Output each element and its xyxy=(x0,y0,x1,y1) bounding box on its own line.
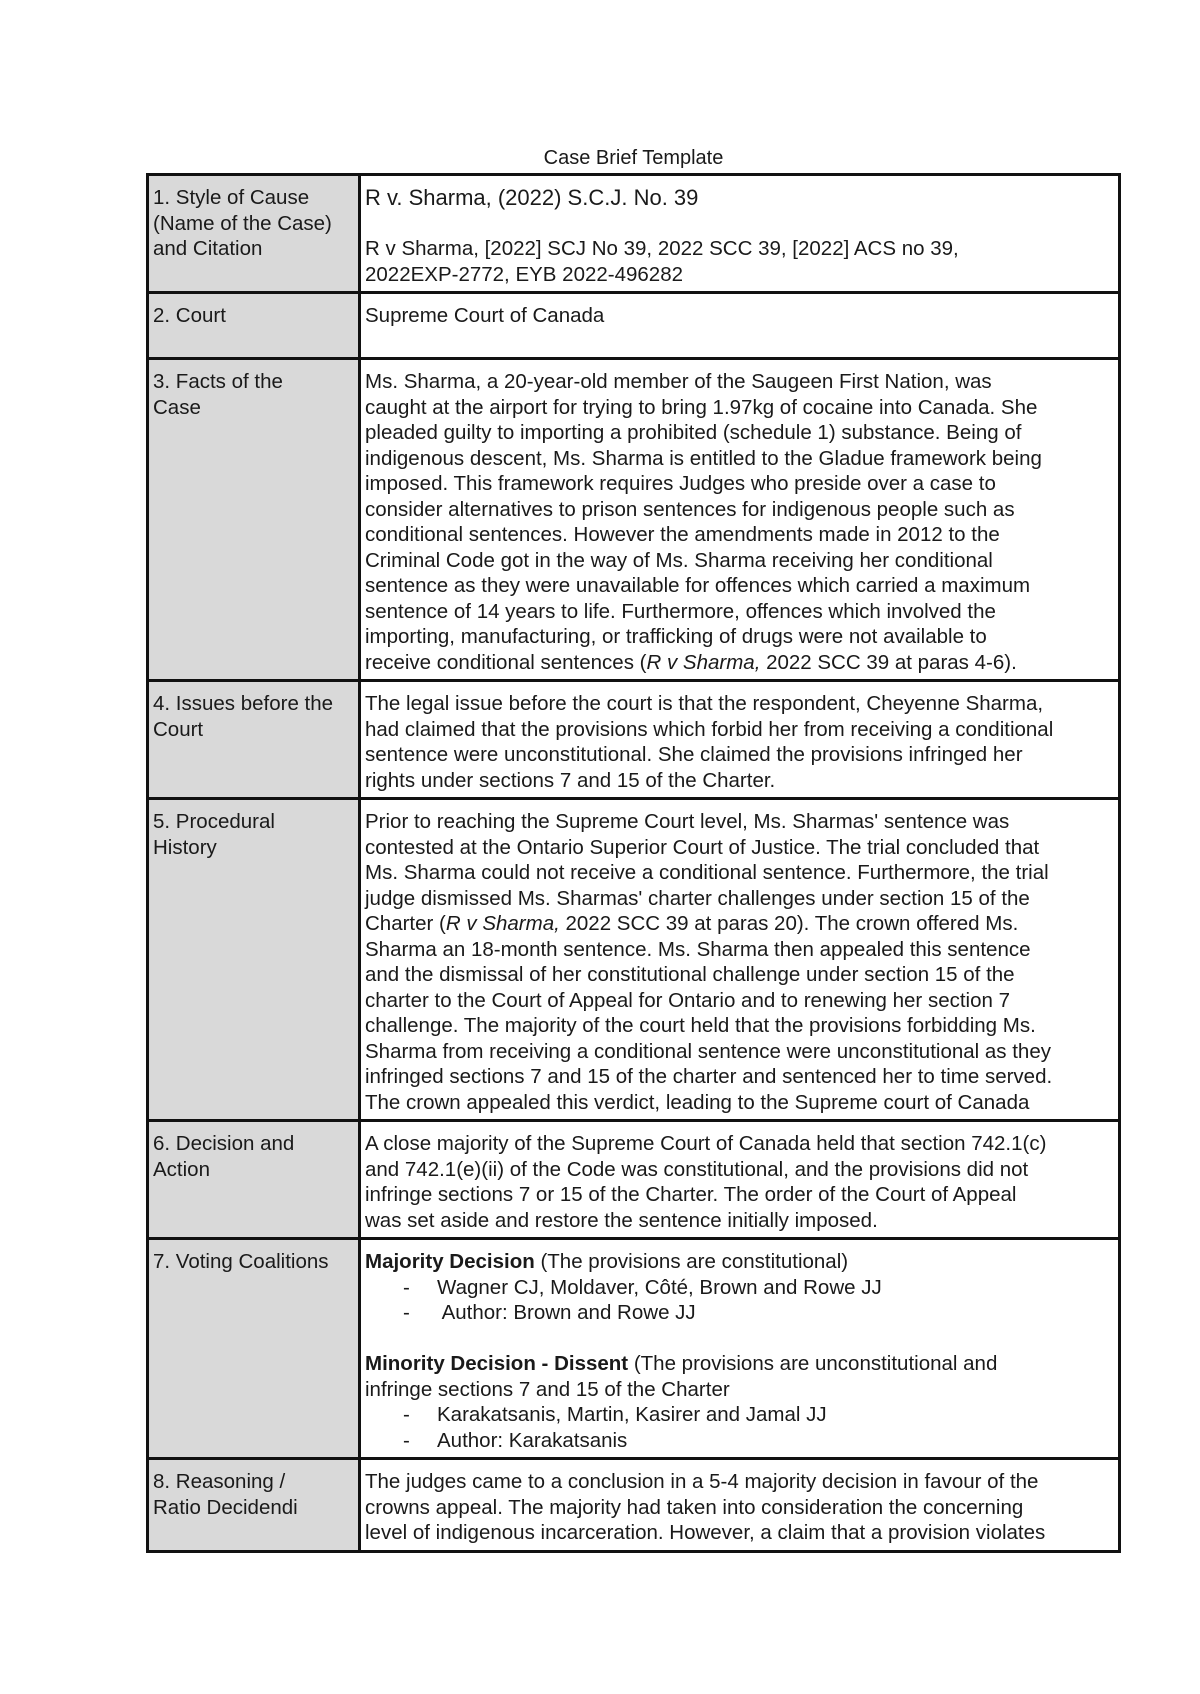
procedural-line: charter to the Court of Appeal for Ontario and to renewing her section 7 xyxy=(365,988,1010,1012)
case-citation: R v. Sharma, (2022) S.C.J. No. 39 xyxy=(365,185,699,210)
court-name: Supreme Court of Canada xyxy=(365,304,605,327)
label-line: 5. Procedural xyxy=(153,810,275,833)
table-row-procedural-history xyxy=(148,799,1120,1121)
case-name-italic: R v Sharma, xyxy=(646,650,761,674)
procedural-line: The crown appealed this verdict, leading to the Supreme court of Canada xyxy=(365,1090,1030,1114)
minority-heading: Minority Decision - Dissent xyxy=(365,1352,629,1375)
label-line: 1. Style of Cause xyxy=(153,186,310,209)
case-name-italic: R v Sharma, xyxy=(445,912,560,935)
label-line: 7. Voting Coalitions xyxy=(153,1250,329,1273)
row-label-decision xyxy=(148,1121,360,1239)
row-content-court xyxy=(360,293,1120,359)
decision-line: infringe sections 7 or 15 of the Charter. The order of the Court of Appeal xyxy=(365,1183,1017,1206)
alt-citation-line: R v Sharma, [2022] SCJ No 39, 2022 SCC 39, [2022] ACS no 39, xyxy=(365,237,959,260)
procedural-line: and the dismissal of her constitutional challenge under section 15 of the xyxy=(365,963,1015,986)
procedural-line: judge dismissed Ms. Sharmas' charter challenges under section 15 of the xyxy=(365,886,1030,910)
table-row-court xyxy=(148,293,1120,359)
label-line: 6. Decision and xyxy=(153,1132,295,1155)
table-row-reasoning xyxy=(148,1459,1120,1552)
row-content-procedural-history xyxy=(360,799,1120,1121)
facts-line: importing, manufacturing, or trafficking of drugs were not available to xyxy=(365,625,987,648)
decision-line: A close majority of the Supreme Court of Canada held that section 742.1(c) xyxy=(365,1132,1047,1155)
table-row-issues xyxy=(148,681,1120,799)
label-line: Case xyxy=(153,395,201,419)
case-brief-table xyxy=(146,173,1121,1553)
majority-heading-line: Majority Decision (The provisions are constitutional) xyxy=(365,1250,849,1273)
procedural-line: Sharma from receiving a conditional sentence were unconstitutional as they xyxy=(365,1039,1051,1063)
table-row-voting-coalitions xyxy=(148,1239,1120,1459)
issues-line: rights under sections 7 and 15 of the Charter. xyxy=(365,768,776,792)
label-line: Court xyxy=(153,717,204,741)
facts-line: caught at the airport for trying to bring 1.97kg of cocaine into Canada. She xyxy=(365,395,1038,419)
label-line: 8. Reasoning / xyxy=(153,1470,286,1493)
procedural-line: Prior to reaching the Supreme Court level, Ms. Sharmas' sentence was xyxy=(365,810,1010,833)
issues-line: sentence were unconstitutional. She claimed the provisions infringed her xyxy=(365,743,1023,766)
row-label-court xyxy=(148,293,360,359)
label-line: 3. Facts of the xyxy=(153,370,283,393)
row-label-reasoning xyxy=(148,1459,360,1552)
issues-line: had claimed that the provisions which forbid her from receiving a conditional xyxy=(365,717,1054,741)
facts-line: indigenous descent, Ms. Sharma is entitled to the Gladue framework being xyxy=(365,446,1042,470)
minority-list-item: - Karakatsanis, Martin, Kasirer and Jamal JJ xyxy=(403,1403,827,1426)
row-label-procedural-history xyxy=(148,799,360,1121)
label-line: Ratio Decidendi xyxy=(153,1495,298,1519)
decision-line: was set aside and restore the sentence initially imposed. xyxy=(365,1208,878,1232)
majority-list-item: - Wagner CJ, Moldaver, Côté, Brown and Rowe JJ xyxy=(403,1275,882,1299)
label-line: Action xyxy=(153,1157,210,1181)
row-label-issues xyxy=(148,681,360,799)
table-row-decision xyxy=(148,1121,1120,1239)
row-content-reasoning xyxy=(360,1459,1120,1552)
page-title: Case Brief Template xyxy=(543,147,724,169)
majority-list-item: - Author: Brown and Rowe JJ xyxy=(403,1301,696,1324)
minority-heading-line: Minority Decision - Dissent (The provisions are unconstitutional and xyxy=(365,1352,998,1375)
facts-line: Criminal Code got in the way of Ms. Sharma receiving her conditional xyxy=(365,548,993,572)
row-label-style-of-cause xyxy=(148,175,360,293)
label-line: and Citation xyxy=(153,237,263,260)
minority-list-item: - Author: Karakatsanis xyxy=(403,1428,628,1452)
reasoning-line: The judges came to a conclusion in a 5-4 majority decision in favour of the xyxy=(365,1470,1039,1493)
reasoning-line: crowns appeal. The majority had taken into consideration the concerning xyxy=(365,1495,1024,1519)
procedural-line: Ms. Sharma could not receive a conditional sentence. Furthermore, the trial xyxy=(365,861,1049,884)
procedural-line: contested at the Ontario Superior Court of Justice. The trial concluded that xyxy=(365,835,1040,859)
procedural-line: Sharma an 18-month sentence. Ms. Sharma then appealed this sentence xyxy=(365,937,1031,961)
facts-line: imposed. This framework requires Judges who preside over a case to xyxy=(365,472,996,495)
row-content-facts xyxy=(360,359,1120,681)
facts-line: receive conditional sentences (R v Sharma, 2022 SCC 39 at paras 4-6). xyxy=(365,650,1017,674)
row-label-voting-coalitions xyxy=(148,1239,360,1459)
facts-line: Ms. Sharma, a 20-year-old member of the Saugeen First Nation, was xyxy=(365,370,992,393)
alt-citation-line: 2022EXP-2772, EYB 2022-496282 xyxy=(365,262,684,286)
majority-heading: Majority Decision xyxy=(365,1250,535,1273)
facts-line: pleaded guilty to importing a prohibited (schedule 1) substance. Being of xyxy=(365,421,1022,444)
table-row-facts xyxy=(148,359,1120,681)
reasoning-line: level of indigenous incarceration. However, a claim that a provision violates xyxy=(365,1521,1046,1544)
row-content-voting-coalitions xyxy=(360,1239,1120,1459)
minority-note-line: infringe sections 7 and 15 of the Charter xyxy=(365,1377,730,1401)
procedural-line: Charter (R v Sharma, 2022 SCC 39 at paras 20). The crown offered Ms. xyxy=(365,912,1019,935)
table-row-style-of-cause xyxy=(148,175,1120,293)
procedural-line: infringed sections 7 and 15 of the charter and sentenced her to time served. xyxy=(365,1065,1053,1088)
facts-line: conditional sentences. However the amendments made in 2012 to the xyxy=(365,523,1000,546)
facts-line: sentence as they were unavailable for offences which carried a maximum xyxy=(365,574,1031,597)
row-label-facts xyxy=(148,359,360,681)
label-line: 2. Court xyxy=(153,304,226,327)
row-content-style-of-cause xyxy=(360,175,1120,293)
issues-line: The legal issue before the court is that the respondent, Cheyenne Sharma, xyxy=(365,692,1044,715)
label-line: History xyxy=(153,835,217,859)
row-content-decision xyxy=(360,1121,1120,1239)
procedural-line: challenge. The majority of the court held that the provisions forbidding Ms. xyxy=(365,1014,1036,1037)
facts-line: sentence of 14 years to life. Furthermore, offences which involved the xyxy=(365,599,996,623)
facts-line: consider alternatives to prison sentences for indigenous people such as xyxy=(365,497,1015,521)
decision-line: and 742.1(e)(ii) of the Code was constitutional, and the provisions did not xyxy=(365,1157,1029,1181)
label-line: 4. Issues before the xyxy=(153,692,334,715)
row-content-issues xyxy=(360,681,1120,799)
label-line: (Name of the Case) xyxy=(153,211,332,235)
